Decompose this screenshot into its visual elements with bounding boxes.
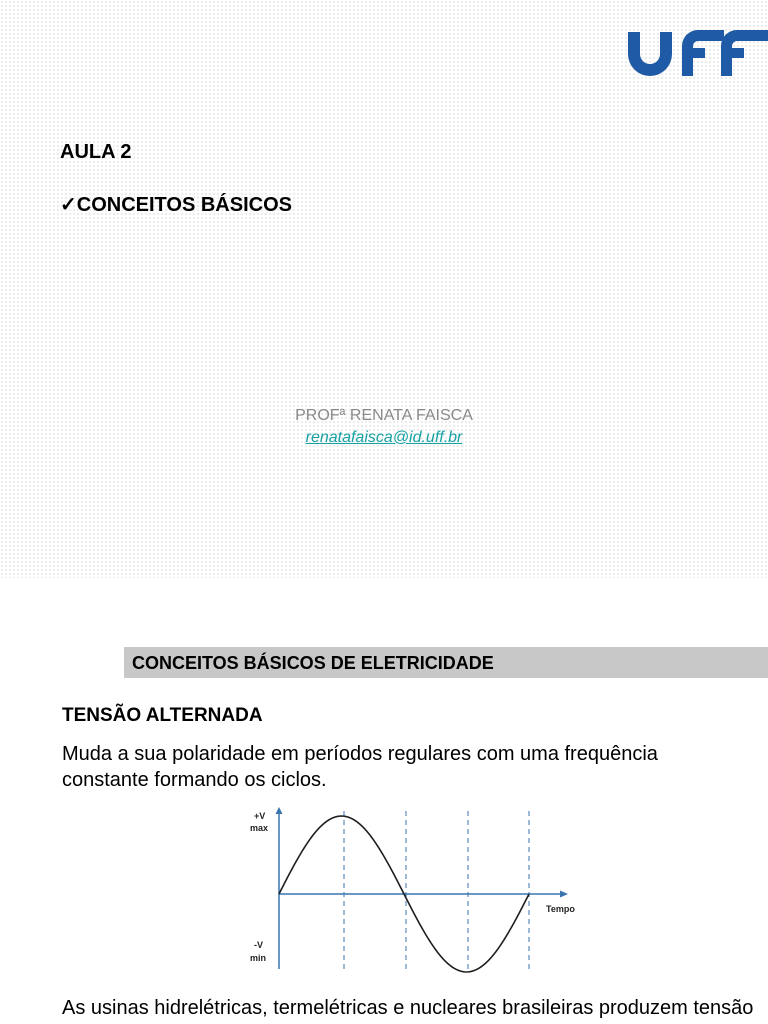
lesson-topic: ✓CONCEITOS BÁSICOS bbox=[60, 194, 292, 216]
lesson-title: AULA 2 bbox=[60, 141, 132, 163]
sine-wave-diagram bbox=[240, 805, 600, 975]
y-max-label-plus: +V bbox=[254, 811, 266, 821]
concepts-slide bbox=[0, 578, 768, 1024]
description-text: Muda a sua polaridade em períodos regulares com uma frequência constante formando os ciclos. bbox=[62, 743, 658, 791]
uff-logo bbox=[626, 28, 768, 76]
y-axis-arrow bbox=[276, 807, 283, 814]
x-axis-label: Tempo bbox=[546, 904, 575, 914]
professor-name: PROFª RENATA FAISCA bbox=[295, 407, 473, 424]
footer-paragraph: As usinas hidrelétricas, termelétricas e nucleares brasileiras produzem tensão bbox=[62, 997, 754, 1019]
y-min-label-min: min bbox=[250, 953, 267, 963]
y-min-label-minus: -V bbox=[254, 940, 263, 950]
slide-header-title: CONCEITOS BÁSICOS DE ELETRICIDADE bbox=[132, 653, 494, 673]
x-axis-arrow bbox=[560, 891, 568, 898]
y-max-label-max: max bbox=[250, 823, 269, 833]
section-title: TENSÃO ALTERNADA bbox=[62, 705, 263, 726]
slide-header-bar bbox=[124, 647, 768, 678]
email-link[interactable]: renatafaisca@id.uff.br bbox=[305, 429, 463, 446]
